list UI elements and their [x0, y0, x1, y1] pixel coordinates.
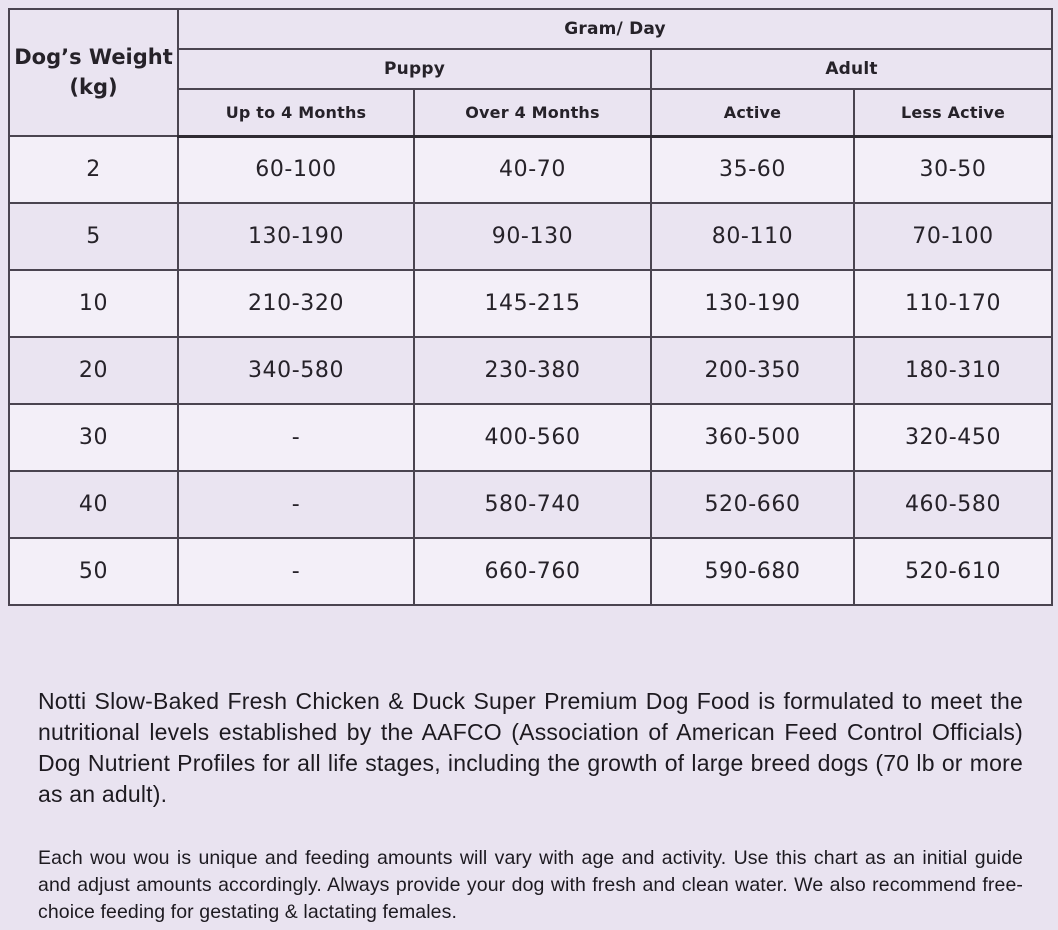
table-cell: 40-70: [414, 136, 651, 203]
table-cell: 210-320: [178, 270, 414, 337]
table-cell: 145-215: [414, 270, 651, 337]
table-cell: 520-660: [651, 471, 854, 538]
table-row: [9, 471, 1052, 538]
puppy-group-header: Puppy: [178, 49, 651, 89]
weight-column-header: Dog’s Weight (kg): [9, 9, 178, 136]
weight-cell: 20: [9, 337, 178, 404]
table-cell: 200-350: [651, 337, 854, 404]
table-row: [9, 538, 1052, 605]
table-cell: 70-100: [854, 203, 1052, 270]
subheader-active: Active: [651, 89, 854, 136]
weight-cell: 50: [9, 538, 178, 605]
table-row: [9, 203, 1052, 270]
table-cell: 180-310: [854, 337, 1052, 404]
feeding-chart-table: [8, 8, 1053, 606]
table-row: [9, 270, 1052, 337]
header-row-gram-day: [9, 9, 1052, 49]
weight-cell: 2: [9, 136, 178, 203]
table-row: [9, 337, 1052, 404]
aafco-statement: Notti Slow-Baked Fresh Chicken & Duck Super Premium Dog Food is formulated to meet the nutritional levels established by the AAFCO (Association of American Feed Control Officials) Dog Nutrient Profiles for all life stages, including the growth of large breed dogs (70 lb or more as an adult).: [38, 688, 1023, 807]
table-cell: 80-110: [651, 203, 854, 270]
table-cell: -: [178, 471, 414, 538]
table-cell: 400-560: [414, 404, 651, 471]
table-cell: 590-680: [651, 538, 854, 605]
table-cell: -: [178, 538, 414, 605]
table-cell: 30-50: [854, 136, 1052, 203]
table-cell: 320-450: [854, 404, 1052, 471]
table-cell: 35-60: [651, 136, 854, 203]
weight-cell: 40: [9, 471, 178, 538]
table-cell: 580-740: [414, 471, 651, 538]
table-cell: -: [178, 404, 414, 471]
table-cell: 130-190: [651, 270, 854, 337]
table-cell: 660-760: [414, 538, 651, 605]
weight-cell: 30: [9, 404, 178, 471]
table-cell: 130-190: [178, 203, 414, 270]
adult-group-header: Adult: [651, 49, 1052, 89]
table-cell: 360-500: [651, 404, 854, 471]
table-row: [9, 136, 1052, 203]
weight-cell: 5: [9, 203, 178, 270]
feeding-note: Each wou wou is unique and feeding amounts will vary with age and activity. Use this chart as an initial guide and adjust amounts accordingly. Always provide your dog with fresh and clean water. We also recommend free-choice feeding for gestating & lactating females.: [38, 847, 1023, 923]
gram-day-header: Gram/ Day: [178, 9, 1052, 49]
table-cell: 340-580: [178, 337, 414, 404]
table-cell: 110-170: [854, 270, 1052, 337]
table-cell: 520-610: [854, 538, 1052, 605]
subheader-over-4-months: Over 4 Months: [414, 89, 651, 136]
table-cell: 60-100: [178, 136, 414, 203]
table-cell: 230-380: [414, 337, 651, 404]
subheader-up-to-4-months: Up to 4 Months: [178, 89, 414, 136]
table-row: [9, 404, 1052, 471]
weight-cell: 10: [9, 270, 178, 337]
table-cell: 90-130: [414, 203, 651, 270]
subheader-less-active: Less Active: [854, 89, 1052, 136]
table-cell: 460-580: [854, 471, 1052, 538]
